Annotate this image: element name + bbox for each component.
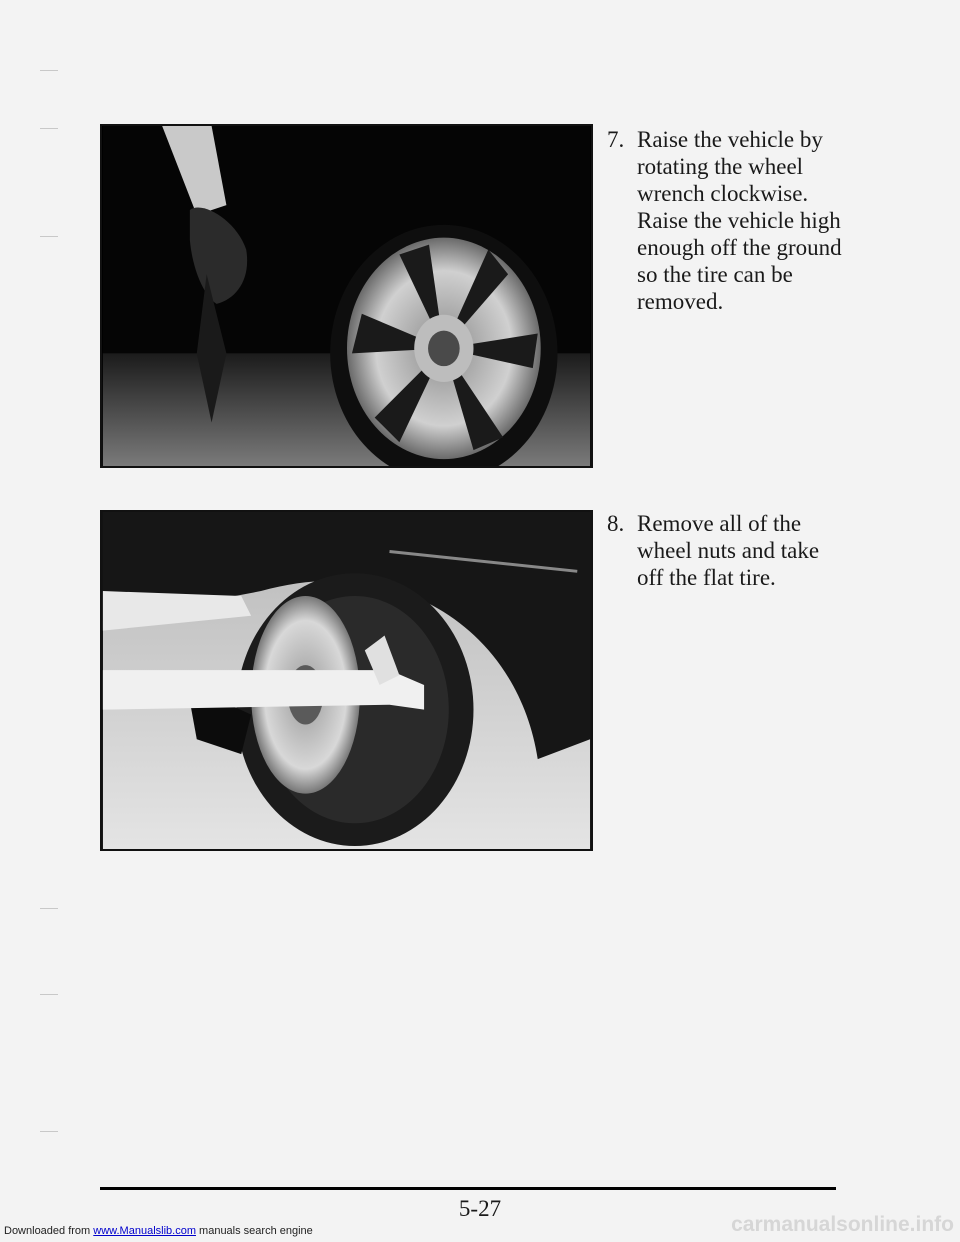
margin-tick <box>40 908 58 909</box>
step-text: Raise the vehicle by rotating the wheel wrench clockwise. Raise the vehicle high enough off the ground so the tire can be removed. <box>637 127 842 314</box>
manualslib-link[interactable]: www.Manualslib.com <box>93 1225 196 1237</box>
photo-remove-tire <box>100 510 593 851</box>
tire-removal-illustration <box>102 512 591 849</box>
footer-prefix: Downloaded from <box>4 1225 94 1237</box>
margin-tick <box>40 128 58 129</box>
footer-suffix: manuals search engine <box>195 1225 313 1237</box>
step-8 <box>607 510 847 591</box>
step-number: 7. <box>607 127 625 152</box>
margin-tick <box>40 1131 58 1132</box>
page-number: 5-27 <box>458 1196 502 1221</box>
step-7 <box>607 126 847 315</box>
step-number: 8. <box>607 511 625 536</box>
download-footer <box>4 1225 313 1237</box>
photo-raise-vehicle <box>100 124 593 468</box>
margin-tick <box>40 236 58 237</box>
margin-tick <box>40 994 58 995</box>
step-text: Remove all of the wheel nuts and take off the flat tire. <box>637 511 820 590</box>
page-divider <box>100 1187 836 1190</box>
margin-tick <box>40 70 58 71</box>
wheel-closeup-illustration <box>102 126 591 466</box>
watermark: carmanualsonline.info <box>731 1213 954 1236</box>
